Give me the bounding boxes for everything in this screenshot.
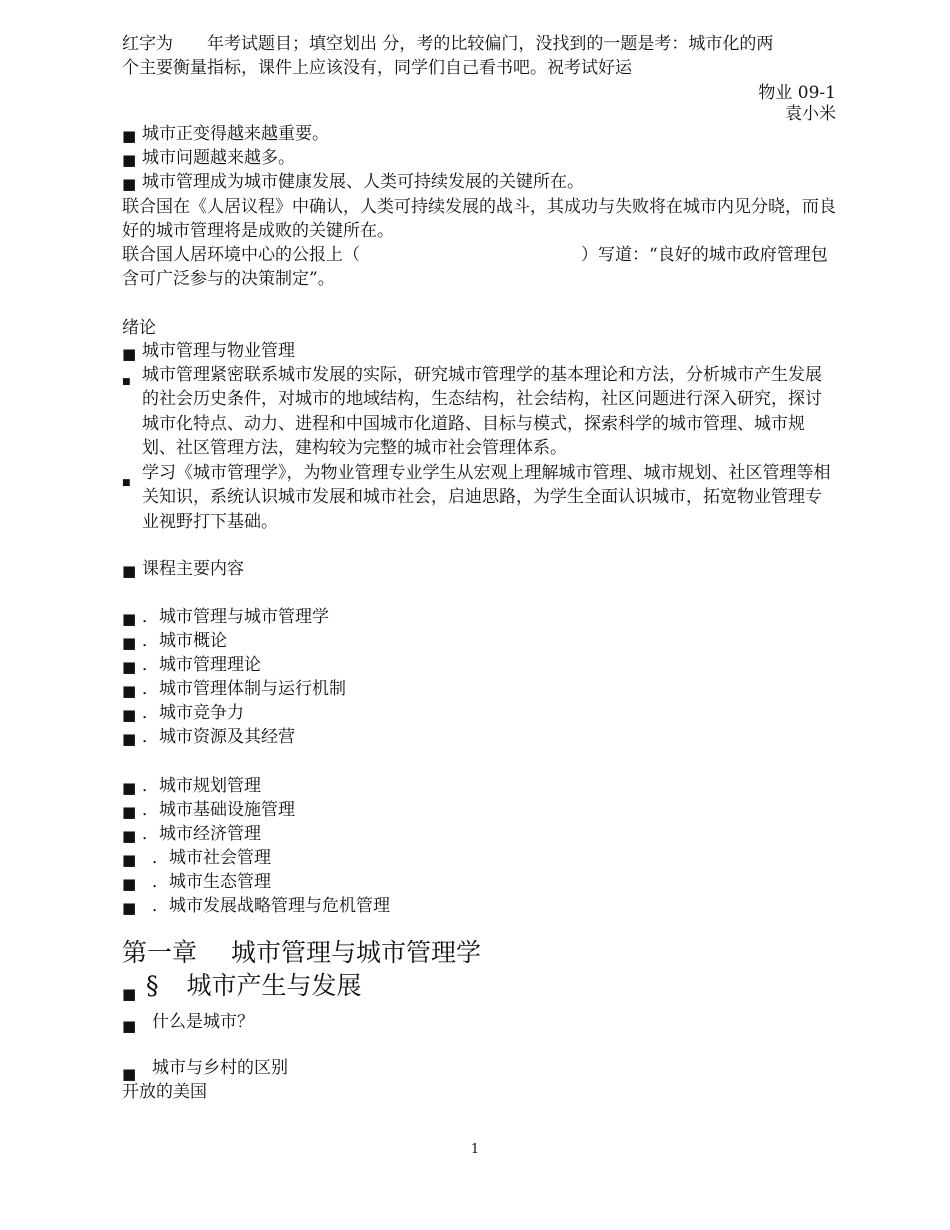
course-item: ．城市规划管理 [142, 776, 261, 796]
bullet-text: 城市管理成为城市健康发展、人类可持续发展的关键所在。 [142, 172, 584, 192]
square-bullet-icon: ■ [122, 634, 137, 652]
paragraph-1: 联合国在《人居议程》中确认，人类可持续发展的战斗，其成功与失败将在城市内见分晓，而良好的城市管理将是成败的关键所在。 [122, 197, 836, 241]
course-item: ．城市发展战略管理与危机管理 [152, 896, 390, 916]
square-bullet-icon: ■ [122, 779, 137, 797]
bullet-text: 城市管理紧密联系城市发展的实际，研究城市管理学的基本理论和方法，分析城市产生发展的社会历史条件，对城市的地域结构，生态结构，社会结构，社区问题进行深入研究，探讨城市化特点、动力、进程和中国城市化道路、目标与模式，探索科学的城市管理、城市规划、社区管理方法，建构较为完整的城市社会管理体系。 [142, 365, 822, 458]
course-item: ．城市资源及其经营 [142, 727, 295, 747]
course-item: ．城市基础设施管理 [142, 800, 295, 820]
course-item: ．城市管理与城市管理学 [142, 607, 329, 627]
square-bullet-icon: ■ [122, 610, 137, 628]
intro-line-1: 红字为 年考试题目；填空划出 分，考的比较偏门，没找到的一题是考：城市化的两 [122, 34, 774, 54]
square-bullet-icon: ■ [122, 875, 137, 893]
section-heading [146, 970, 362, 1002]
course-heading: 课程主要内容 [142, 559, 244, 579]
course-item: ．城市概论 [142, 631, 227, 651]
square-bullet-icon: ■ [122, 682, 137, 700]
intro-heading: 绪论 [122, 318, 156, 338]
chapter-label: 第一章 [122, 938, 198, 967]
paragraph-2-line-2: 含可广泛参与的决策制定”。 [122, 269, 335, 289]
bullet-text: 城市与乡村的区别 [152, 1058, 288, 1078]
square-bullet-icon: ■ [122, 899, 137, 917]
square-bullet-icon: ■ [122, 151, 137, 169]
bullet-text: 什么是城市？ [152, 1012, 254, 1032]
square-bullet-icon: ■ [122, 345, 137, 363]
bullet-text: 学习《城市管理学》，为物业管理专业学生从宏观上理解城市管理、城市规划、社区管理等相关知识，系统认识城市发展和城市社会，启迪思路，为学生全面认识城市，拓宽物业管理专业视野打下基础。 [142, 463, 831, 532]
square-bullet-icon: ■ [122, 985, 137, 1003]
square-bullet-icon: ■ [122, 1065, 137, 1083]
author-class: 物业 09-1 [758, 83, 836, 103]
square-bullet-icon: ■ [122, 658, 137, 676]
chapter-heading [122, 937, 481, 969]
course-item: ．城市管理体制与运行机制 [142, 679, 346, 699]
square-bullet-icon: ■ [122, 706, 137, 724]
course-item: ．城市生态管理 [152, 872, 271, 892]
closing-line: 开放的美国 [122, 1082, 207, 1102]
paragraph-2-line-1: 联合国人居环境中心的公报上（ ）写道：“良好的城市政府管理包 [122, 245, 828, 265]
square-bullet-icon: ■ [122, 730, 137, 748]
course-item: ．城市经济管理 [142, 824, 261, 844]
bullet-text: 城市问题越来越多。 [142, 148, 295, 168]
square-bullet-icon: ■ [122, 851, 137, 869]
chapter-title: 城市管理与城市管理学 [231, 938, 482, 967]
square-bullet-icon: ■ [122, 377, 131, 387]
square-bullet-icon: ■ [122, 803, 137, 821]
bullet-text: 城市正变得越来越重要。 [142, 124, 329, 144]
section-title: 城市产生与发展 [186, 971, 362, 1000]
square-bullet-icon: ■ [122, 1017, 137, 1035]
bullet-text: 城市管理与物业管理 [142, 341, 295, 361]
square-bullet-icon: ■ [122, 127, 137, 145]
square-bullet-icon: ■ [122, 562, 137, 580]
square-bullet-icon: ■ [122, 175, 137, 193]
author-name: 袁小米 [785, 104, 836, 124]
square-bullet-icon: ■ [122, 827, 137, 845]
course-item: ．城市社会管理 [152, 848, 271, 868]
page-number: 1 [470, 1142, 480, 1157]
course-item: ．城市管理理论 [142, 655, 261, 675]
square-bullet-icon: ■ [122, 478, 131, 488]
section-symbol: § [146, 971, 159, 1000]
course-item: ．城市竞争力 [142, 703, 244, 723]
intro-line-2: 个主要衡量指标，课件上应该没有，同学们自己看书吧。祝考试好运 [122, 58, 632, 78]
